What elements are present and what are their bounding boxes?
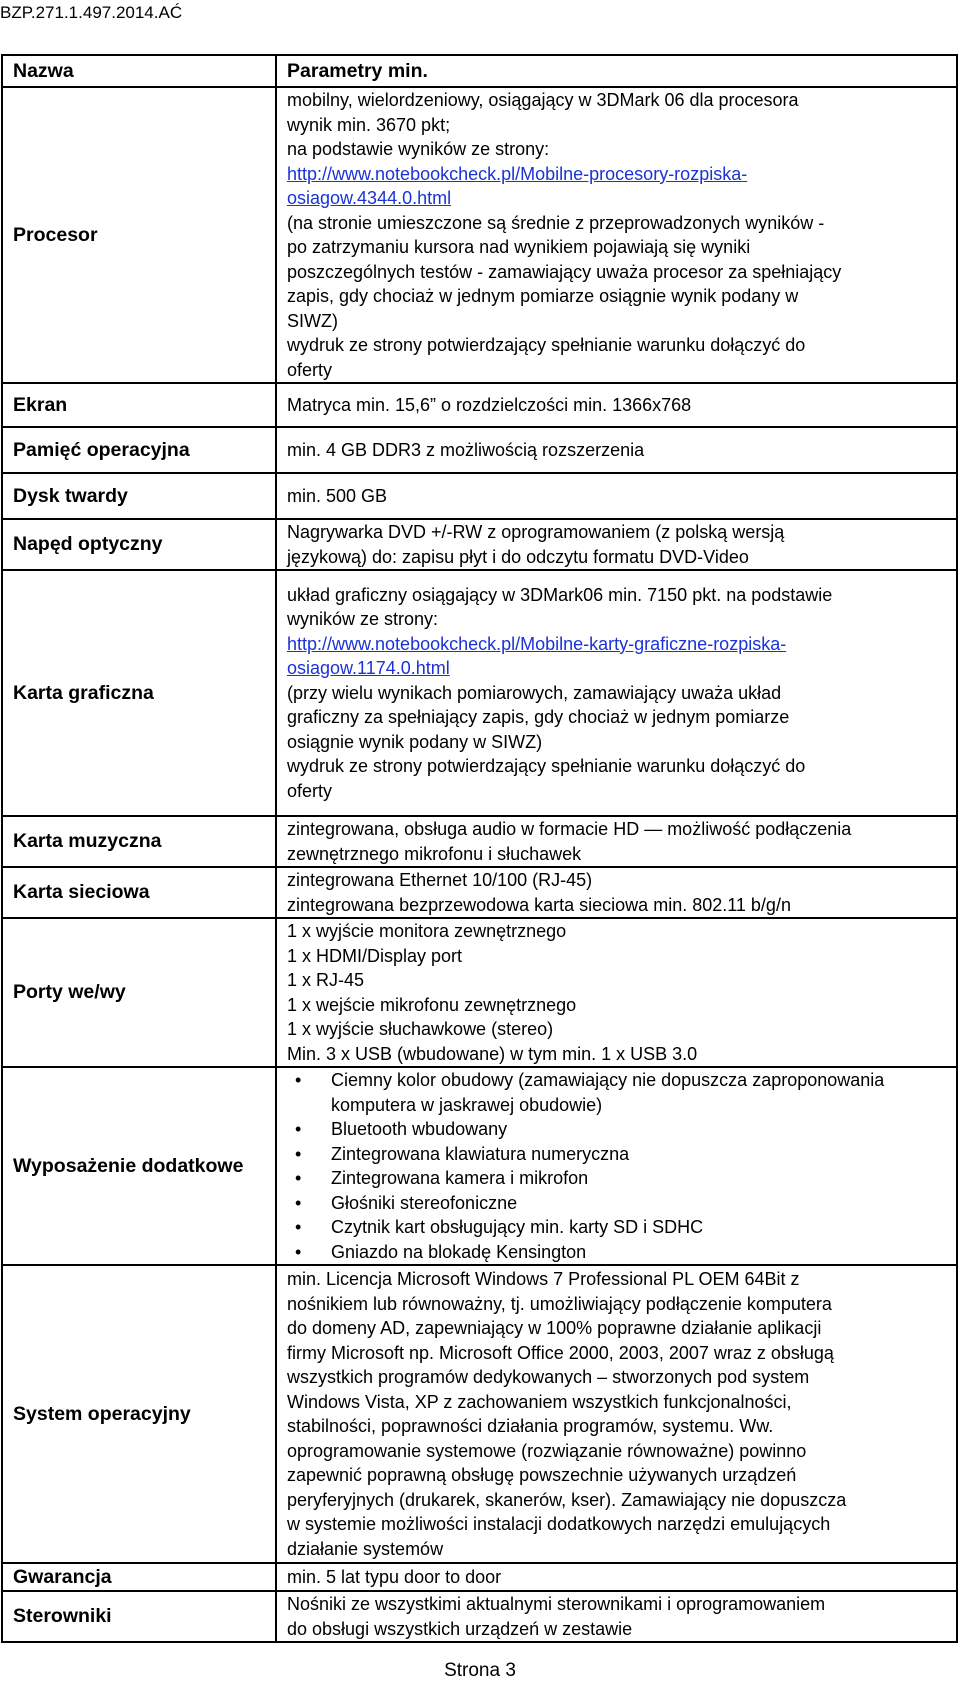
param-line: w systemie możliwości instalacji dodatkowych narzędzi emulujących <box>287 1514 831 1534</box>
bullet-item: • Głośniki stereofoniczne <box>287 1191 950 1216</box>
param-line: stabilności, poprawności działania programów, systemu. Ww. <box>287 1416 774 1436</box>
row-parameters <box>276 570 957 816</box>
table-row <box>2 1591 957 1642</box>
param-line: (przy wielu wynikach pomiarowych, zamawiający uważa układ <box>287 682 782 703</box>
table-row <box>2 427 957 473</box>
param-line: wynik min. 3670 pkt; <box>287 114 451 135</box>
bullet-item: • Gniazdo na blokadę Kensington <box>287 1240 950 1265</box>
row-parameters <box>276 1067 957 1265</box>
bullet-item: • Zintegrowana kamera i mikrofon <box>287 1166 950 1191</box>
param-line: po zatrzymaniu kursora nad wynikiem pojawiają się wyniki <box>287 237 751 257</box>
table-row <box>2 570 957 816</box>
row-name: Wyposażenie dodatkowe <box>2 1067 276 1265</box>
link-text[interactable]: http://www.notebookcheck.pl/Mobilne-procesory-rozpiska- <box>287 163 748 184</box>
specification-table <box>1 54 958 1643</box>
row-name: Sterowniki <box>2 1591 276 1642</box>
table-row <box>2 867 957 918</box>
row-name: Karta graficzna <box>2 570 276 816</box>
param-line: Nośniki ze wszystkimi aktualnymi sterownikami i oprogramowaniem <box>287 1594 826 1614</box>
param-line: 1 x RJ-45 <box>287 970 365 990</box>
link-text[interactable]: osiagow.4344.0.html <box>287 188 452 208</box>
param-line: graficzny za spełniający zapis, gdy chociaż w jednym pomiarze <box>287 707 790 728</box>
param-line: do domeny AD, zapewniający w 100% poprawne działanie aplikacji <box>287 1318 822 1338</box>
table-row <box>2 87 957 383</box>
param-line: SIWZ) <box>287 310 338 331</box>
table-row <box>2 473 957 519</box>
document-id: BZP.271.1.497.2014.AĆ <box>0 3 183 22</box>
row-name: Porty we/wy <box>2 918 276 1067</box>
row-parameters <box>276 427 957 473</box>
param-line: do obsługi wszystkich urządzeń w zestawie <box>287 1618 633 1639</box>
param-line: peryferyjnych (drukarek, skanerów, kser). Zamawiający nie dopuszcza <box>287 1489 847 1510</box>
param-line: na podstawie wyników ze strony: <box>287 139 550 159</box>
param-line: zewnętrznego mikrofonu i słuchawek <box>287 843 582 864</box>
param-line: firmy Microsoft np. Microsoft Office 2000, 2003, 2007 wraz z obsługą <box>287 1342 834 1363</box>
param-line: 1 x wejście mikrofonu zewnętrznego <box>287 994 577 1015</box>
param-line: nośnikiem lub równoważny, tj. umożliwiający podłączenie komputera <box>287 1293 832 1314</box>
param-line: wszystkich programów dedykowanych – stworzonych pod system <box>287 1367 810 1387</box>
param-line: 1 x wyjście monitora zewnętrznego <box>287 921 567 941</box>
param-line: wydruk ze strony potwierdzający spełnianie warunku dołączyć do <box>287 335 806 355</box>
table-row <box>2 1265 957 1563</box>
param-line: (na stronie umieszczone są średnie z przeprowadzonych wyników - <box>287 212 825 233</box>
table-row <box>2 918 957 1067</box>
param-line: oprogramowanie systemowe (rozwiązanie równoważne) powinno <box>287 1440 807 1461</box>
param-line: wyników ze strony: <box>287 609 439 630</box>
table-row <box>2 519 957 570</box>
param-line: mobilny, wielordzeniowy, osiągający w 3DMark 06 dla procesora <box>287 90 799 110</box>
param-line: osiągnie wynik podany w SIWZ) <box>287 731 543 752</box>
row-parameters <box>276 383 957 427</box>
row-parameters <box>276 473 957 519</box>
link-text[interactable]: http://www.notebookcheck.pl/Mobilne-karty-graficzne-rozpiska- <box>287 633 787 654</box>
bullet-item: • Zintegrowana klawiatura numeryczna <box>287 1142 950 1167</box>
param-line: Min. 3 x USB (wbudowane) w tym min. 1 x USB 3.0 <box>287 1043 698 1064</box>
bullet-item: • Czytnik kart obsługujący min. karty SD i SDHC <box>287 1215 950 1240</box>
row-name: Karta sieciowa <box>2 867 276 918</box>
table-row <box>2 383 957 427</box>
param-line: zintegrowana bezprzewodowa karta sieciowa min. 802.11 b/g/n <box>287 894 791 915</box>
param-line: Nagrywarka DVD +/-RW z oprogramowaniem (z polską wersją <box>287 522 785 542</box>
row-name: Karta muzyczna <box>2 816 276 867</box>
param-line: 1 x wyjście słuchawkowe (stereo) <box>287 1019 554 1039</box>
param-line: zintegrowana, obsługa audio w formacie HD — możliwość podłączenia <box>287 819 852 839</box>
param-line: poszczególnych testów - zamawiający uważa procesor za spełniający <box>287 261 842 282</box>
row-name: Napęd optyczny <box>2 519 276 570</box>
row-name: System operacyjny <box>2 1265 276 1563</box>
param-line: działanie systemów <box>287 1538 444 1559</box>
row-parameters <box>276 816 957 867</box>
bullet-item: • Bluetooth wbudowany <box>287 1117 950 1142</box>
header-name: Nazwa <box>2 55 276 87</box>
row-name: Ekran <box>2 383 276 427</box>
table-row <box>2 1563 957 1591</box>
page-number: Strona 3 <box>444 1660 516 1681</box>
table-row <box>2 816 957 867</box>
row-parameters <box>276 918 957 1067</box>
row-parameters <box>276 867 957 918</box>
row-parameters <box>276 519 957 570</box>
param-line: zintegrowana Ethernet 10/100 (RJ-45) <box>287 870 593 890</box>
row-parameters <box>276 1563 957 1591</box>
row-parameters <box>276 1265 957 1563</box>
param-line: oferty <box>287 780 333 801</box>
param-line: wydruk ze strony potwierdzający spełnianie warunku dołączyć do <box>287 756 806 777</box>
row-name: Gwarancja <box>2 1563 276 1591</box>
param-line: Matryca min. 15,6” o rozdzielczości min. 1366x768 <box>287 394 692 415</box>
table-header-row <box>2 55 957 87</box>
param-line: min. 5 lat typu door to door <box>287 1566 502 1587</box>
bullet-item: • Ciemny kolor obudowy (zamawiający nie dopuszcza zaproponowania komputera w jaskrawej obudowie) <box>287 1068 950 1117</box>
table-row <box>2 1067 957 1265</box>
param-line: oferty <box>287 359 333 380</box>
row-parameters <box>276 87 957 383</box>
param-line: układ graficzny osiągający w 3DMark06 min. 7150 pkt. na podstawie <box>287 584 833 605</box>
param-line: 1 x HDMI/Display port <box>287 945 463 966</box>
link-text[interactable]: osiagow.1174.0.html <box>287 658 450 679</box>
row-name: Procesor <box>2 87 276 383</box>
row-name: Pamięć operacyjna <box>2 427 276 473</box>
row-name: Dysk twardy <box>2 473 276 519</box>
param-line: językową) do: zapisu płyt i do odczytu formatu DVD-Video <box>287 546 749 567</box>
param-line: zapis, gdy chociaż w jednym pomiarze osiągnie wynik podany w <box>287 286 799 306</box>
param-line: min. 4 GB DDR3 z możliwością rozszerzenia <box>287 439 645 460</box>
param-line: min. 500 GB <box>287 485 388 506</box>
header-parameters: Parametry min. <box>276 55 957 87</box>
param-line: zapewnić poprawną obsługę powszechnie używanych urządzeń <box>287 1465 797 1485</box>
param-line: min. Licencja Microsoft Windows 7 Professional PL OEM 64Bit z <box>287 1269 800 1289</box>
bullet-list <box>287 1068 950 1264</box>
row-parameters <box>276 1591 957 1642</box>
param-line: Windows Vista, XP z zachowaniem wszystkich funkcjonalności, <box>287 1391 792 1412</box>
